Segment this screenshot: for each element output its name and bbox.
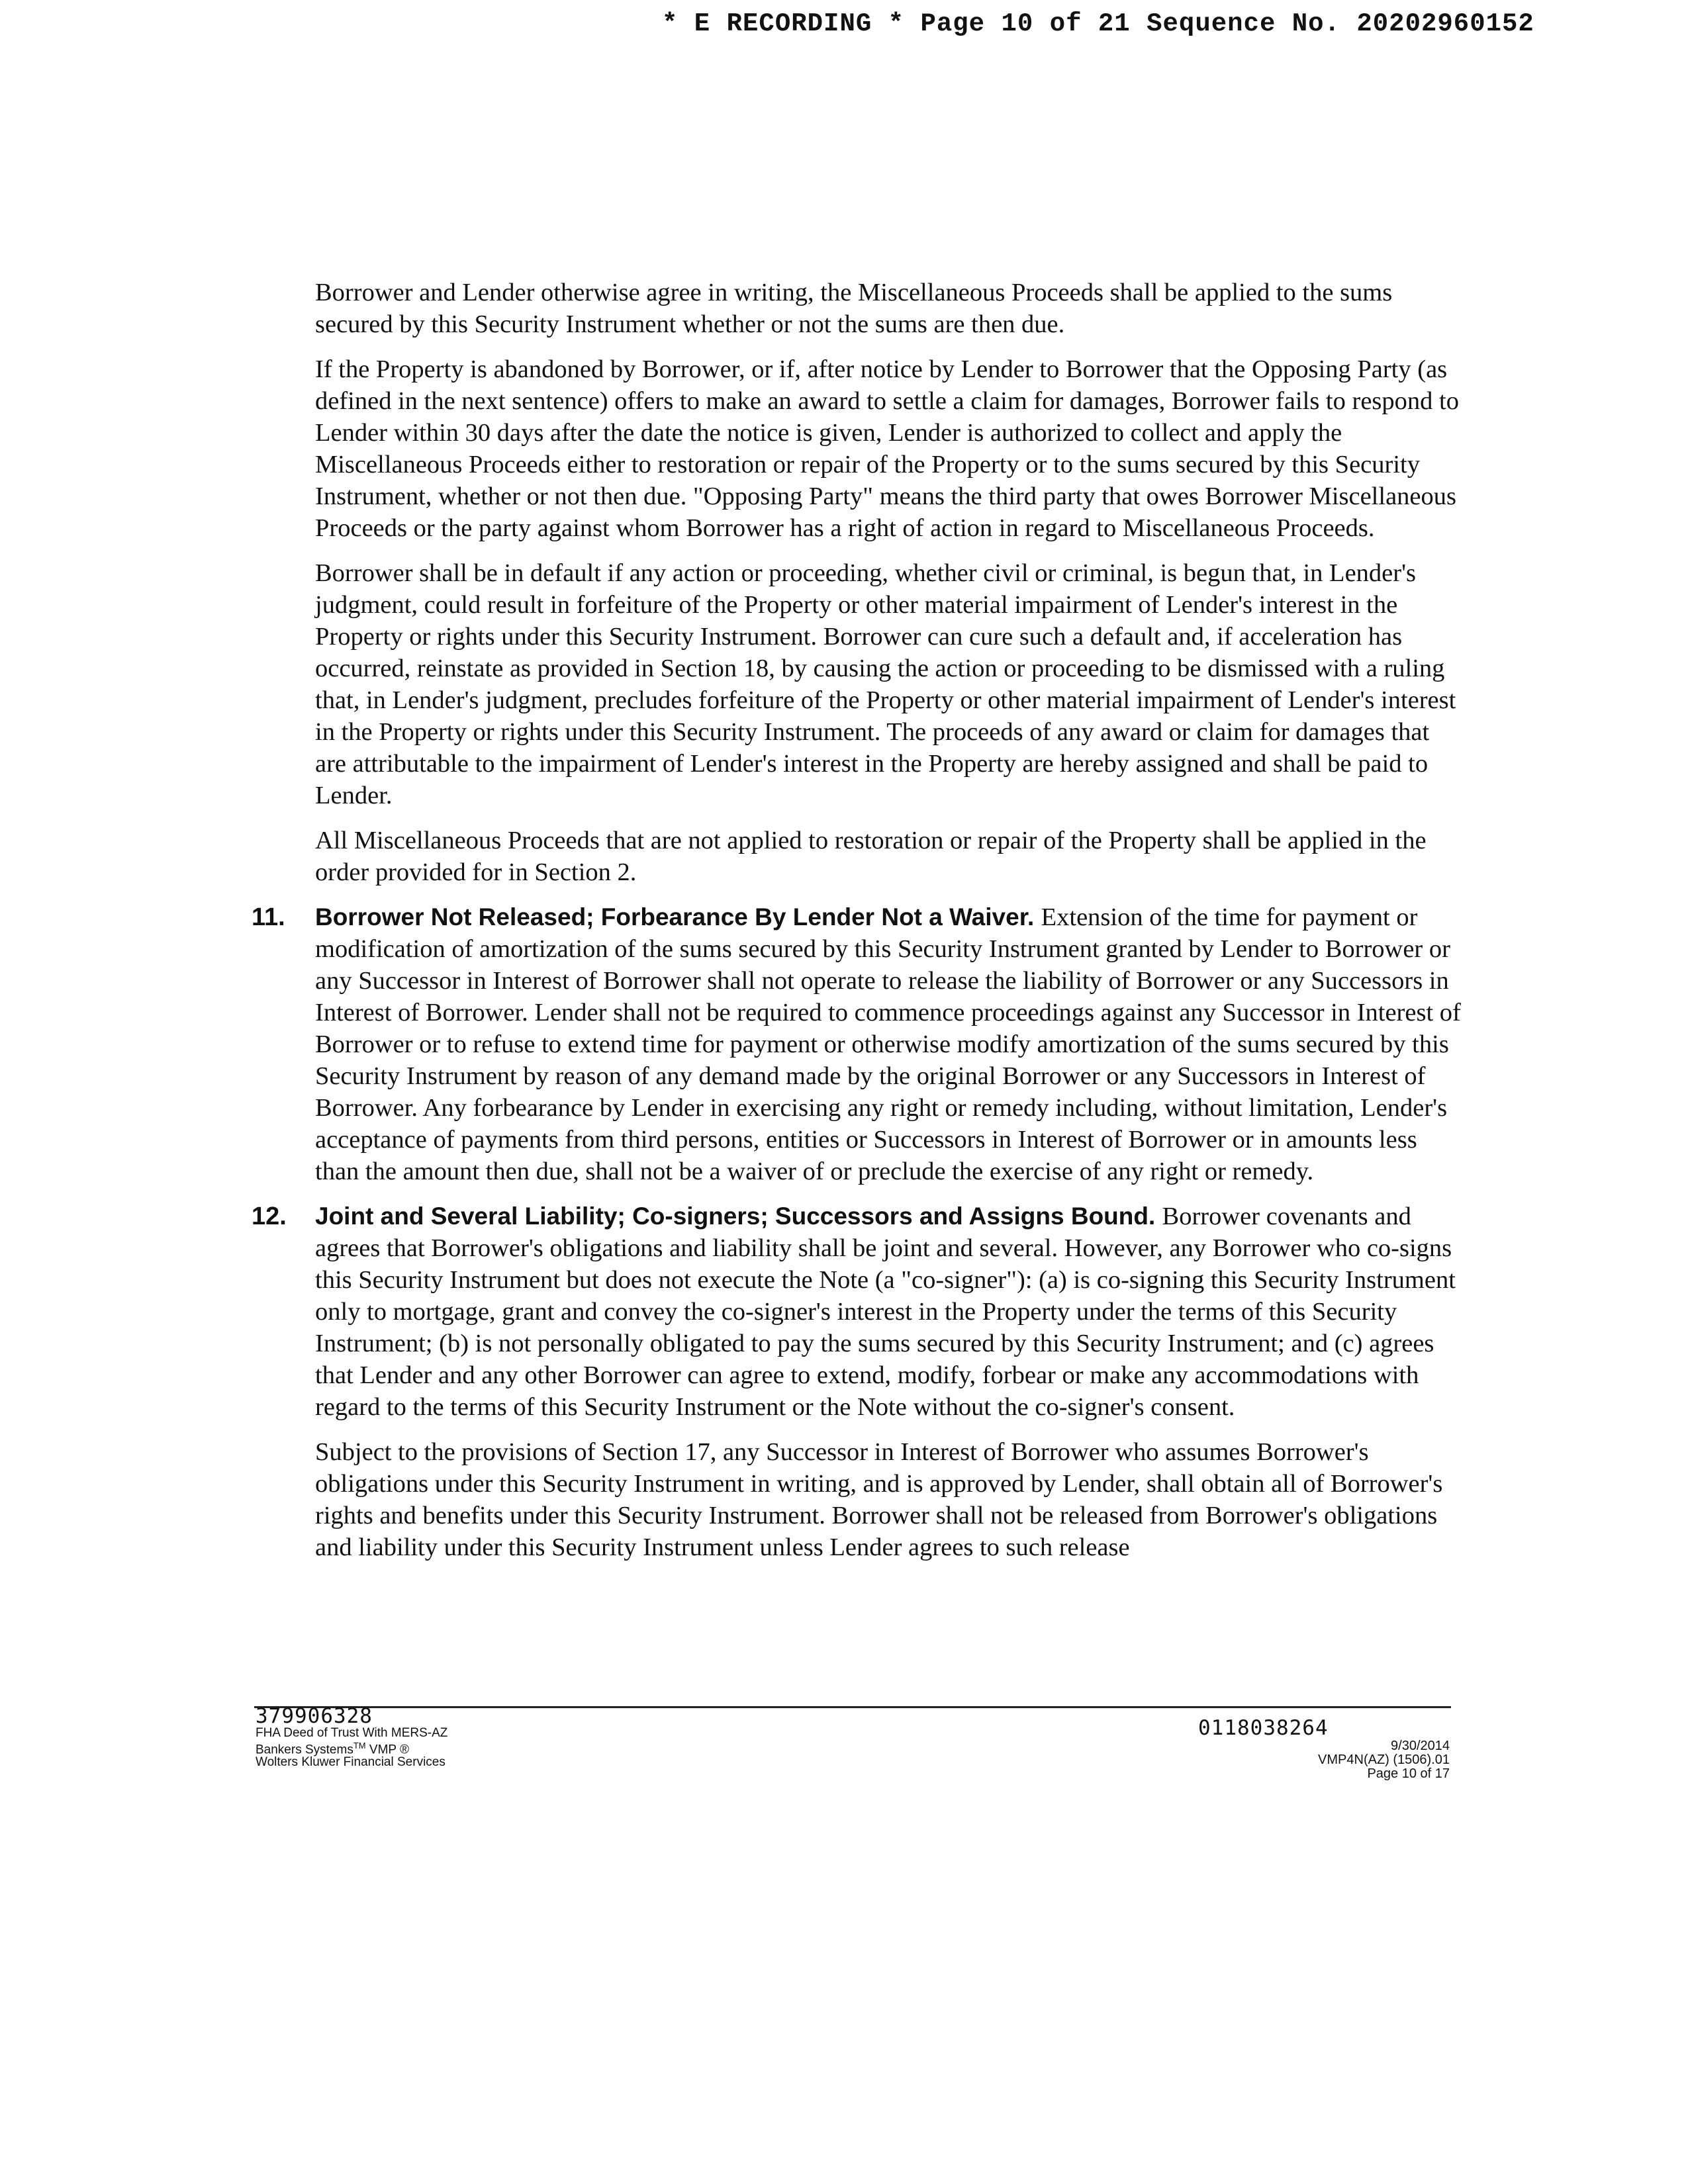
section-11-text: Extension of the time for payment or modification of amortization of the sums secured by this Security Instrument granted by Lender to Borrower or any Successor in Interest of Borrower shall not operate to release the liability of Borrower or any Successors in Interest of Borrower. Lender shall not be required to commence proceedings against any Successor in Interest of Borrower or to refuse to extend time for payment or otherwise modify amortization of the sums secured by this Security Instrument by reason of any demand made by the original Borrower or any Successors in Interest of Borrower. Any forbearance by Lender in exercising any right or remedy including, without limitation, Lender's acceptance of payments from third persons, entities or Successors in Interest of Borrower or in amounts less than the amount then due, shall not be a waiver of or preclude the exercise of any right or remedy. bbox=[315, 903, 1461, 1185]
section-12-heading: Joint and Several Liability; Co-signers; Successors and Assigns Bound. bbox=[315, 1203, 1162, 1230]
trademark-mark: TM bbox=[353, 1741, 366, 1751]
paragraph-property-abandoned: If the Property is abandoned by Borrower, or if, after notice by Lender to Borrower that the Opposing Party (as defined in the next sentence) offers to make an award to settle a claim for damages, Borrower fails to respond to Lender within 30 days after the date the notice is given, Lender is authorized to collect and apply the Miscellaneous Proceeds either to restoration or repair of the Property or to the sums secured by this Security Instrument, whether or not then due. "Opposing Party" means the third party that owes Borrower Miscellaneous Proceeds or the party against whom Borrower has a right of action in regard to Miscellaneous Proceeds. bbox=[315, 355, 1459, 542]
footer-left bbox=[256, 1706, 447, 1768]
loan-number: 379906328 bbox=[256, 1704, 373, 1728]
publisher: Wolters Kluwer Financial Services bbox=[256, 1755, 445, 1770]
paragraph-default-action: Borrower shall be in default if any action or proceeding, whether civil or criminal, is begun that, in Lender's judgment, could result in forfeiture of the Property or other material impairment of Lender's interest in the Property or rights under this Security Instrument. Borrower can cure such a default and, if acceleration has occurred, reinstate as provided in Section 18, by causing the action or proceeding to be dismissed with a ruling that, in Lender's judgment, precludes forfeiture of the Property or other material impairment of Lender's interest in the Property or rights under this Security Instrument. The proceeds of any award or claim for damages that are attributable to the impairment of Lender's interest in the Property are hereby assigned and shall be paid to Lender. bbox=[315, 559, 1456, 809]
section-11-number: 11. bbox=[252, 903, 285, 931]
paragraph-remaining-proceeds: All Miscellaneous Proceeds that are not applied to restoration or repair of the Property shall be applied in the order provided for in Section 2. bbox=[315, 827, 1427, 886]
form-title: FHA Deed of Trust With MERS-AZ bbox=[256, 1726, 448, 1740]
section-12-number: 12. bbox=[252, 1203, 287, 1230]
section-12 bbox=[252, 1201, 1463, 1423]
recording-header: * E RECORDING * Page 10 of 21 Sequence No. 20202960152 bbox=[662, 9, 1534, 38]
paragraph-proceeds-applied: Borrower and Lender otherwise agree in writing, the Miscellaneous Proceeds shall be applied to the sums secured by this Security Instrument whether or not the sums are then due. bbox=[315, 279, 1393, 338]
form-code: VMP4N(AZ) (1506).01 bbox=[1318, 1752, 1450, 1767]
document-number: 0118038264 bbox=[1198, 1716, 1329, 1740]
section-11-heading: Borrower Not Released; Forbearance By Lender Not a Waiver. bbox=[315, 903, 1041, 931]
footer-right bbox=[1125, 1717, 1450, 1781]
form-date: 9/30/2014 bbox=[1391, 1739, 1450, 1753]
section-11 bbox=[252, 901, 1463, 1187]
section-12-continuation: Subject to the provisions of Section 17, any Successor in Interest of Borrower who assumes Borrower's obligations under this Security Instrument in writing, and is approved by Lender, shall obtain all of Borrower's rights and benefits under this Security Instrument. Borrower shall not be released from Borrower's obligations and liability under this Security Instrument unless Lender agrees to such release bbox=[315, 1438, 1443, 1561]
document-body bbox=[252, 277, 1463, 1576]
section-12-text: Borrower covenants and agrees that Borrower's obligations and liability shall be joint and several. However, any Borrower who co-signs this Security Instrument but does not execute the Note (a "co-signer"): (a) is co-signing this Security Instrument only to mortgage, grant and convey the co-signer's interest in the Property under the terms of this Security Instrument; (b) is not personally obligated to pay the sums secured by this Security Instrument; and (c) agrees that Lender and any other Borrower can agree to extend, modify, forbear or make any accommodations with regard to the terms of this Security Instrument or the Note without the co-signer's consent. bbox=[315, 1203, 1456, 1421]
vendor-name: Bankers Systems bbox=[256, 1743, 353, 1757]
vendor-suffix: VMP ® bbox=[369, 1743, 409, 1757]
vendor-line bbox=[256, 1739, 447, 1756]
page-number: Page 10 of 17 bbox=[1367, 1766, 1450, 1781]
